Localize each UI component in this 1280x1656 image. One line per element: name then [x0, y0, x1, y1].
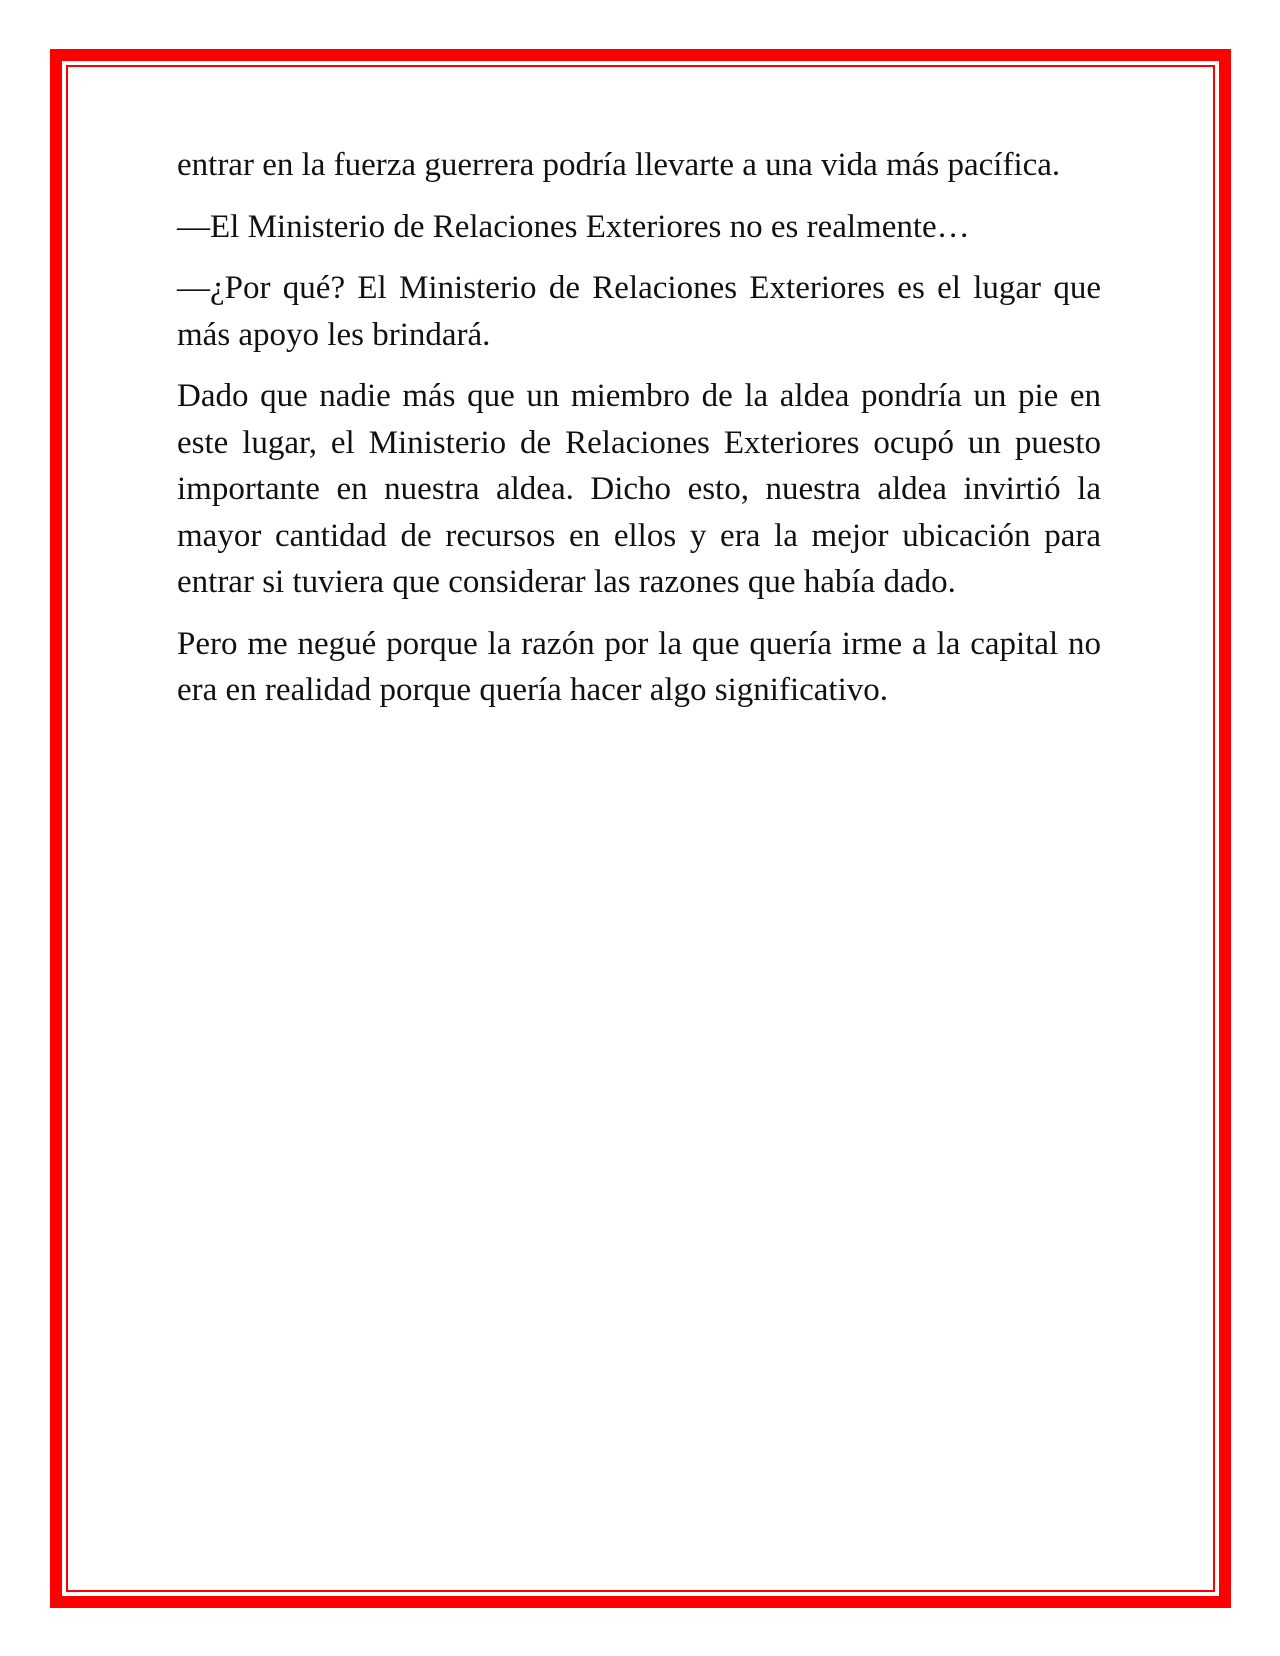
paragraph-4: Dado que nadie más que un miembro de la aldea pondría un pie en este lugar, el Ministerio de Relaciones Exteriores ocupó un puesto importante en nuestra aldea. Dicho esto, nuestra aldea invirtió la mayor cantidad de recursos en ellos y era la mejor ubicación para entrar si tuviera que considerar las razones que había dado. [177, 378, 1101, 600]
paragraph-2-dialogue: —El Ministerio de Relaciones Exteriores no es realmente… [177, 208, 970, 245]
paragraph-3-dialogue: —¿Por qué? El Ministerio de Relaciones Exteriores es el lugar que más apoyo les brindará. [177, 270, 1101, 353]
paragraph-5: Pero me negué porque la razón por la que quería irme a la capital no era en realidad porque quería hacer algo significativo. [177, 625, 1101, 708]
paragraph-1: entrar en la fuerza guerrera podría llevarte a una vida más pacífica. [177, 147, 1061, 183]
document-body [177, 142, 1101, 729]
